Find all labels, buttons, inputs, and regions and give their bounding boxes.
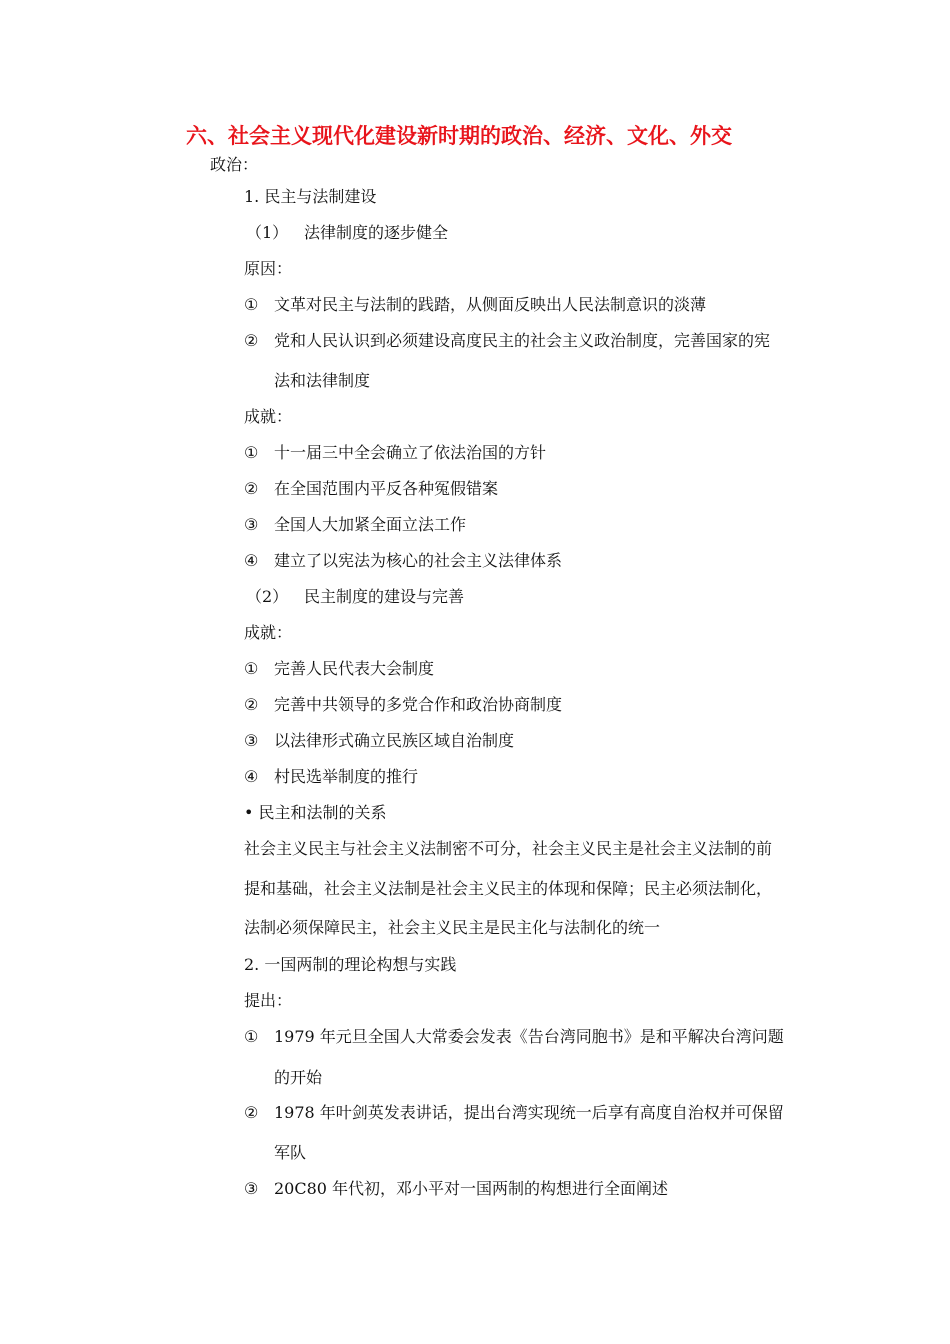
list-text-continued: 的开始 bbox=[274, 1068, 323, 1087]
page-title: 六、社会主义现代化建设新时期的政治、经济、文化、外交 bbox=[186, 124, 732, 148]
subheading-text: 民主制度的建设与完善 bbox=[304, 587, 465, 606]
list-item bbox=[244, 1176, 814, 1212]
list-text: 完善中共领导的多党合作和政治协商制度 bbox=[274, 695, 563, 714]
reason-label: 原因： bbox=[244, 259, 293, 278]
list-text: 1978 年叶剑英发表讲话，提出台湾实现统一后享有高度自治权并可保留 bbox=[274, 1103, 784, 1122]
list-item bbox=[244, 548, 814, 584]
list-item bbox=[244, 656, 814, 692]
paragraph-line: 法制必须保障民主，社会主义民主是民主化与法制化的统一 bbox=[244, 918, 661, 937]
achievement-label: 成就： bbox=[244, 407, 293, 426]
list-text: 在全国范围内平反各种冤假错案 bbox=[274, 479, 499, 498]
heading-one-country-two-systems: 2. 一国两制的理论构想与实践 bbox=[244, 955, 457, 974]
list-text: 1979 年元旦全国人大常委会发表《告台湾同胞书》是和平解决台湾问题 bbox=[274, 1027, 784, 1046]
list-marker: ③ bbox=[244, 1179, 259, 1198]
list-text: 文革对民主与法制的践踏，从侧面反映出人民法制意识的淡薄 bbox=[274, 295, 707, 314]
paragraph-line: 社会主义民主与社会主义法制密不可分，社会主义民主是社会主义法制的前 bbox=[244, 839, 773, 858]
list-text: 十一届三中全会确立了依法治国的方针 bbox=[274, 443, 547, 462]
subheading-text: 法律制度的逐步健全 bbox=[304, 223, 449, 242]
list-item bbox=[244, 692, 814, 728]
list-item bbox=[244, 728, 814, 764]
list-item bbox=[244, 764, 814, 800]
list-text: 党和人民认识到必须建设高度民主的社会主义政治制度，完善国家的宪 bbox=[274, 331, 771, 350]
list-text: 20C80 年代初，邓小平对一国两制的构想进行全面阐述 bbox=[274, 1179, 669, 1198]
list-text: 完善人民代表大会制度 bbox=[274, 659, 435, 678]
list-marker: ③ bbox=[244, 731, 259, 750]
list-item bbox=[244, 1100, 814, 1176]
list-item bbox=[244, 512, 814, 548]
list-marker: ② bbox=[244, 331, 259, 350]
propose-label: 提出： bbox=[244, 991, 293, 1010]
list-item bbox=[244, 476, 814, 512]
list-item bbox=[244, 1024, 814, 1100]
list-text: 全国人大加紧全面立法工作 bbox=[274, 515, 467, 534]
list-text: 建立了以宪法为核心的社会主义法律体系 bbox=[274, 551, 563, 570]
list-text: 村民选举制度的推行 bbox=[274, 767, 419, 786]
relation-paragraph bbox=[244, 836, 814, 952]
list-item bbox=[244, 292, 814, 328]
list-item bbox=[244, 440, 814, 476]
list-marker: ① bbox=[244, 443, 259, 462]
subheading-democratic-system bbox=[244, 584, 814, 620]
list-text: 以法律形式确立民族区域自治制度 bbox=[274, 731, 515, 750]
relation-heading: • 民主和法制的关系 bbox=[244, 803, 387, 822]
list-text-continued: 军队 bbox=[274, 1143, 307, 1162]
list-text-continued: 法和法律制度 bbox=[274, 371, 371, 390]
paragraph-line: 提和基础，社会主义法制是社会主义民主的体现和保障；民主必须法制化， bbox=[244, 879, 773, 898]
list-marker: ④ bbox=[244, 767, 259, 786]
list-marker: ① bbox=[244, 295, 259, 314]
subheading-number: （1） bbox=[246, 223, 289, 242]
list-marker: ④ bbox=[244, 551, 259, 570]
subheading-number: （2） bbox=[246, 587, 289, 606]
list-marker: ② bbox=[244, 1103, 259, 1122]
achievement-label: 成就： bbox=[244, 623, 293, 642]
list-marker: ① bbox=[244, 1027, 259, 1046]
list-marker: ③ bbox=[244, 515, 259, 534]
list-marker: ② bbox=[244, 695, 259, 714]
list-marker: ② bbox=[244, 479, 259, 498]
list-item bbox=[244, 328, 814, 404]
subheading-legal-system bbox=[244, 220, 814, 256]
list-marker: ① bbox=[244, 659, 259, 678]
heading-democracy-legal: 1. 民主与法制建设 bbox=[244, 187, 377, 206]
section-politics-label: 政治： bbox=[210, 155, 259, 174]
document-body bbox=[244, 184, 814, 1212]
